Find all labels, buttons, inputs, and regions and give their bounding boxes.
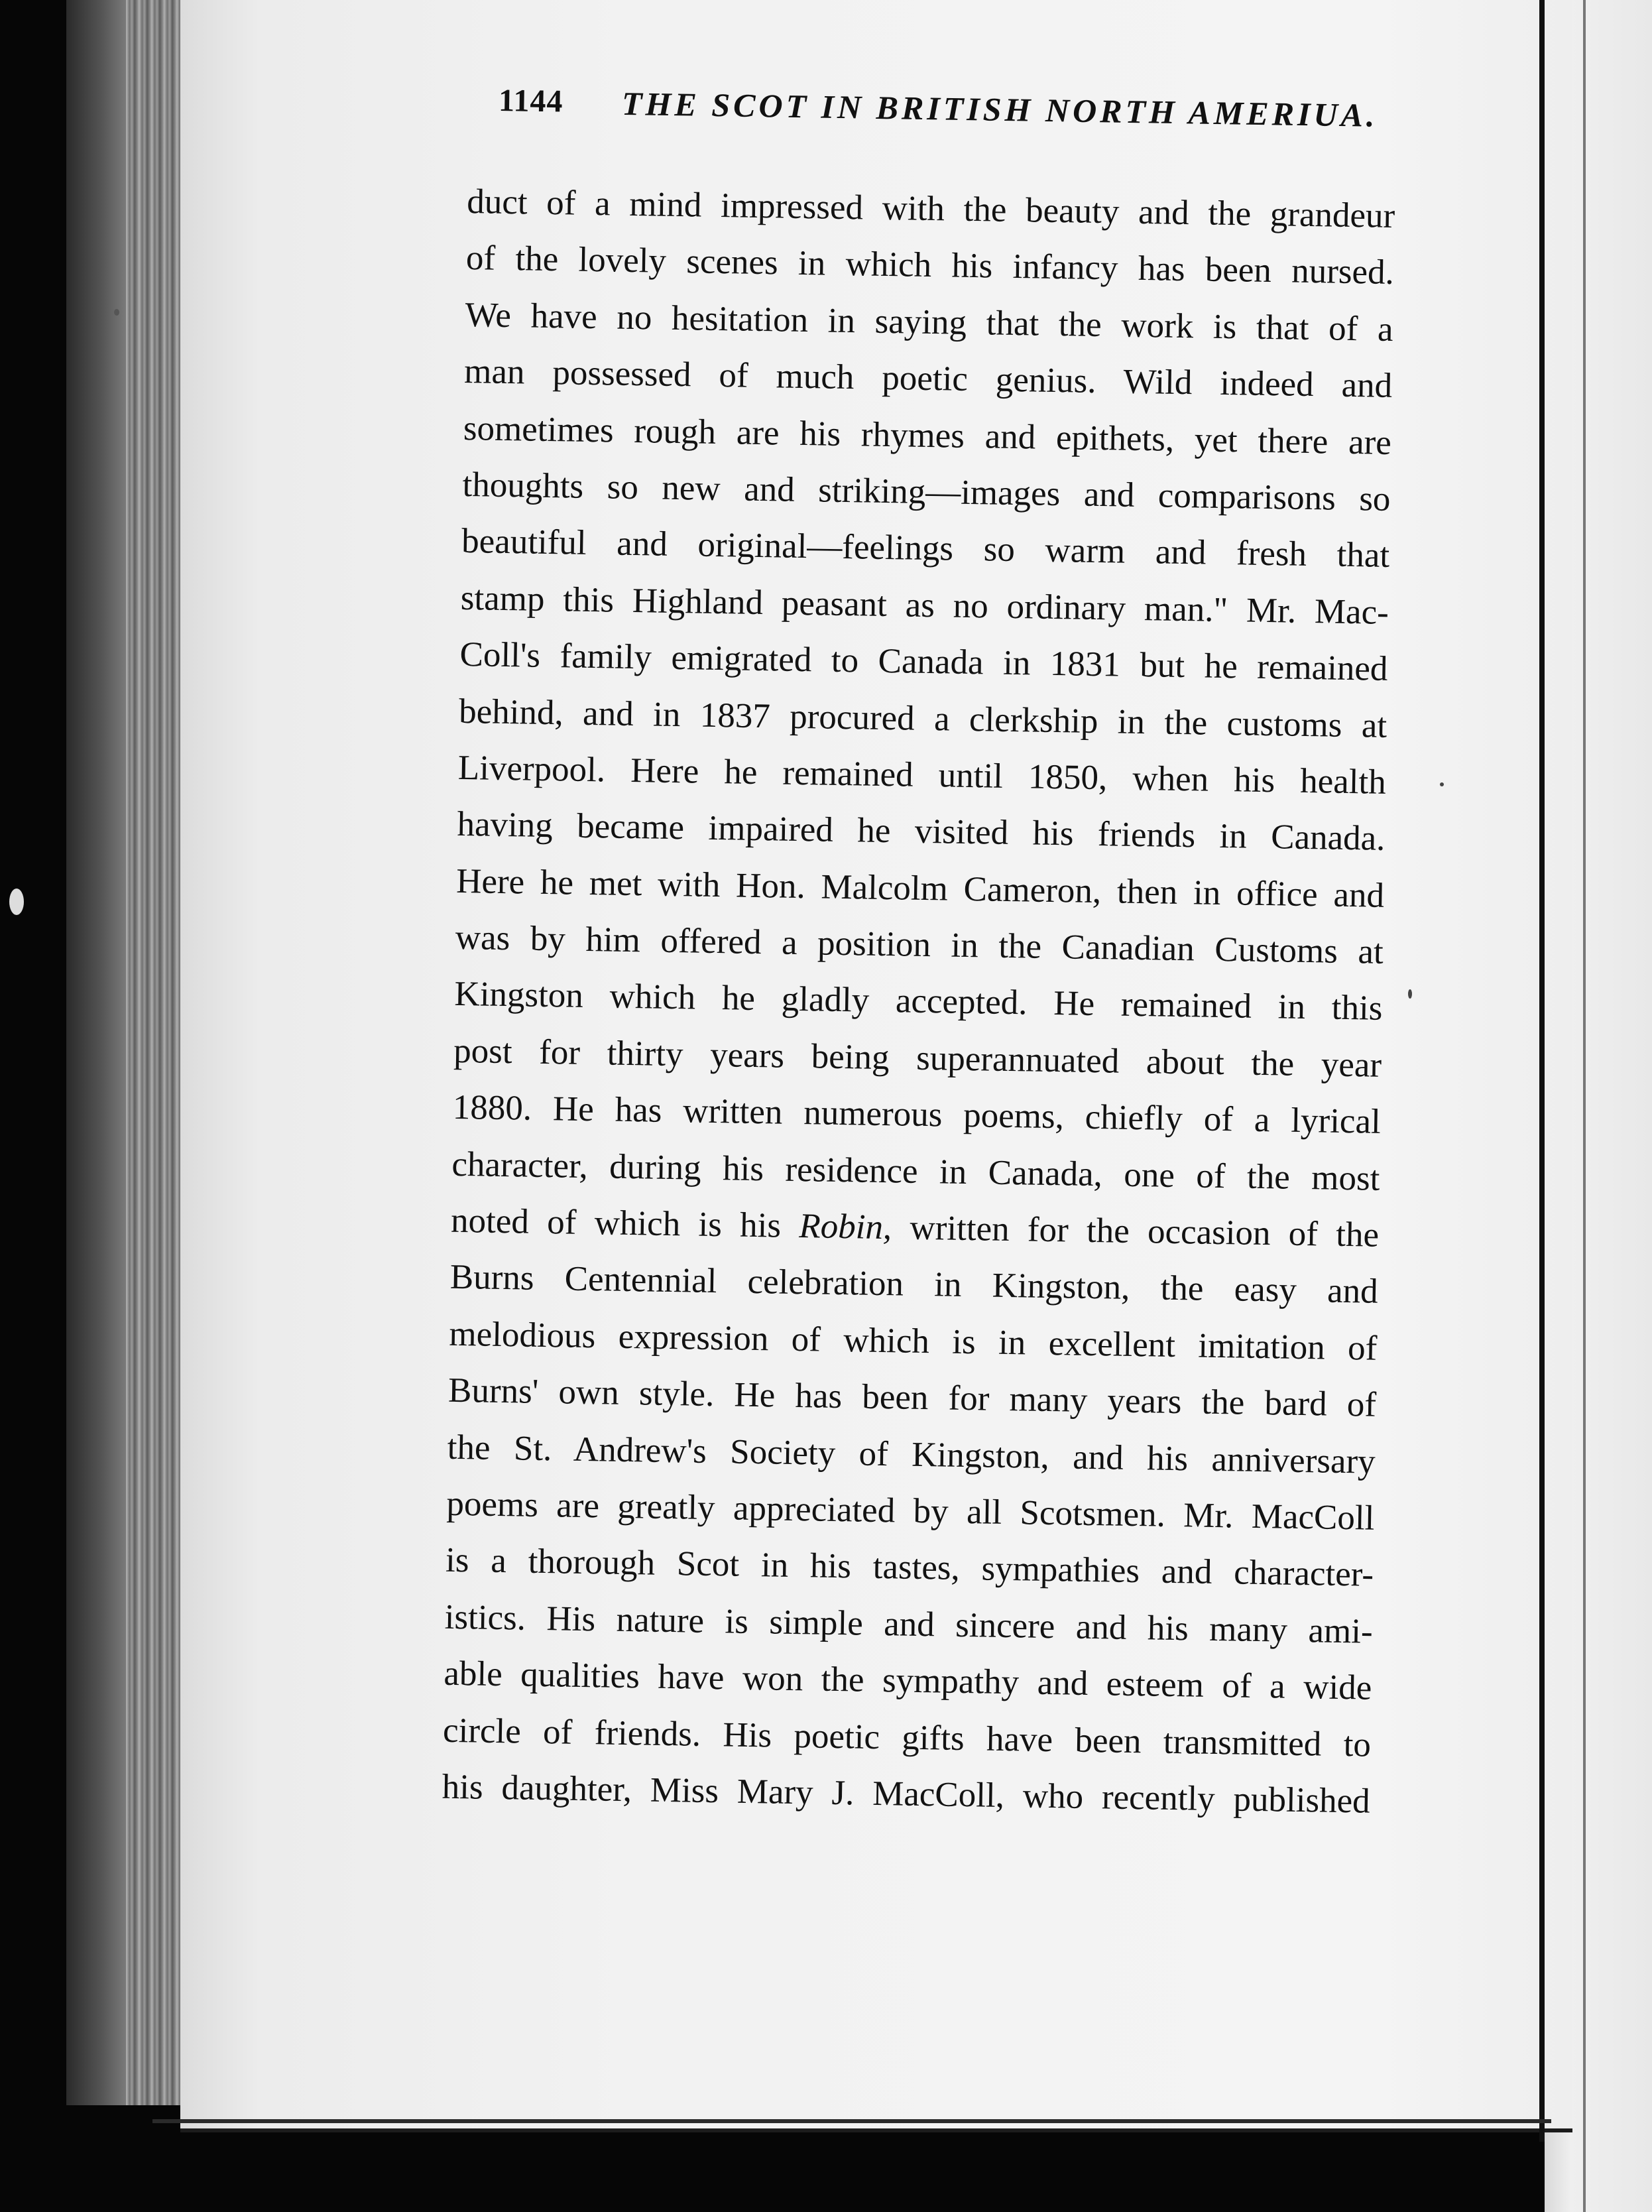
text-line: istics. His nature is simple and sincere and his many ami- [444, 1597, 1374, 1651]
text-line: character, during his residence in Canada, one of the most [451, 1144, 1380, 1198]
text-line: is a thorough Scot in his tastes, sympathies and character- [445, 1541, 1374, 1595]
gutter [1539, 0, 1545, 2142]
text-line: Coll's family emigrated to Canada in 1831 but he remained [459, 635, 1388, 689]
text-line: the St. Andrew's Society of Kingston, and his anniversary [447, 1428, 1376, 1481]
text-line: behind, and in 1837 procured a clerkship in the customs at [458, 692, 1387, 745]
text-line: 1880. He has written numerous poems, chiefly of a lyrical [452, 1088, 1382, 1142]
text-line: man possessed of much poetic genius. Wild indeed and [463, 352, 1393, 406]
text-line: able qualities have won the sympathy and esteem of a wide [443, 1654, 1372, 1707]
text-line: of the lovely scenes in which his infancy has been nursed. [465, 239, 1395, 292]
text-run: noted of which is his [450, 1201, 799, 1246]
text-line: thoughts so new and striking—images and comparisons so [462, 465, 1391, 519]
text-line: melodious expression of which is in excellent imitation of [449, 1314, 1378, 1368]
text-line: Liverpool. Here he remained until 1850, when his health [457, 748, 1387, 802]
italic-title: Robin, [798, 1207, 892, 1247]
text-line: We have no hesitation in saying that the work is that of a [465, 295, 1393, 349]
text-line: Burns' own style. He has been for many years the bard of [447, 1371, 1377, 1424]
facing-page-edge [1583, 0, 1586, 2212]
scan-speck [9, 889, 24, 915]
text-line: sometimes rough are his rhymes and epithets, yet there are [463, 408, 1392, 462]
running-head: THE SCOT IN BRITISH NORTH AMERIUA. [621, 84, 1378, 134]
text-line: Burns Centennial celebration in Kingston, the easy and [449, 1258, 1379, 1312]
text-line: his daughter, Miss Mary J. MacColl, who recently published [442, 1767, 1371, 1821]
text-line: post for thirty years being superannuated about the year [453, 1031, 1382, 1085]
text-line: poems are greatly appreciated by all Scotsmen. Mr. MacColl [446, 1484, 1375, 1538]
scan-speck [1408, 989, 1412, 999]
binding-shadow [66, 0, 126, 2105]
text-line: Here he met with Hon. Malcolm Cameron, then in office and [455, 861, 1385, 915]
scan-speck [114, 309, 119, 316]
text-line: Kingston which he gladly accepted. He remained in this [454, 975, 1383, 1028]
scan-speck [1440, 782, 1444, 786]
body-text [442, 174, 1395, 1830]
text-line: was by him offered a position in the Canadian Customs at [455, 918, 1384, 971]
text-line: stamp this Highland peasant as no ordinary man." Mr. Mac- [460, 578, 1389, 632]
text-line: circle of friends. His poetic gifts have been transmitted to [442, 1711, 1372, 1764]
text-line: beautiful and original—feelings so warm and fresh that [461, 522, 1390, 576]
text-line: having became impaired he visited his friends in Canada. [457, 805, 1386, 859]
text-run: written for the occasion of the [891, 1208, 1380, 1255]
text-line: duct of a mind impressed with the beauty and the grandeur [466, 182, 1395, 235]
page-bottom-edge [152, 2119, 1551, 2123]
page-number: 1144 [498, 83, 563, 119]
